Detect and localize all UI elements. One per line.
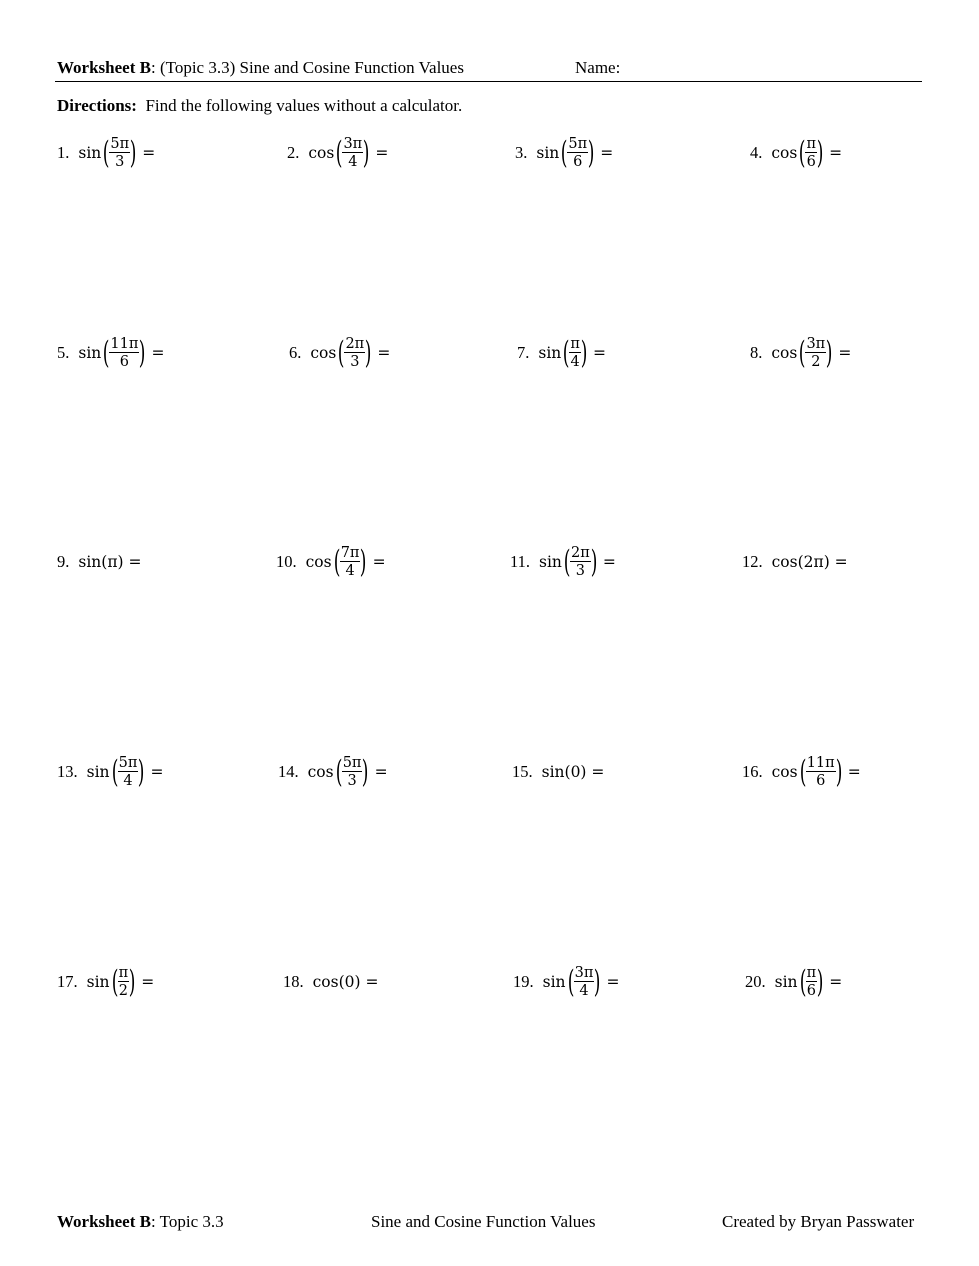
left-paren: ( — [563, 334, 570, 371]
equals-sign: = — [142, 144, 156, 162]
problem-15 — [512, 750, 604, 794]
problem-number: 8. — [750, 343, 763, 362]
problem-expression — [307, 753, 388, 790]
equals-sign: = — [151, 344, 165, 362]
right-paren: ) — [362, 753, 369, 790]
directions-text: Find the following values without a calculator. — [145, 96, 463, 115]
problem-expression — [78, 553, 141, 571]
function-name: sin — [774, 973, 798, 991]
equals-sign: = — [602, 553, 616, 571]
title-rest: : (Topic 3.3) Sine and Cosine Function Values — [150, 58, 464, 77]
right-paren: ) — [816, 963, 824, 1000]
numerator: π — [806, 135, 816, 152]
footer-left-bold: Worksheet B — [57, 1212, 151, 1231]
problem-number: 3. — [515, 143, 528, 162]
problem-expression — [538, 334, 607, 371]
fraction — [342, 137, 363, 170]
problem-2 — [287, 131, 388, 175]
problem-number: 14. — [278, 762, 299, 781]
problem-expression — [78, 134, 156, 171]
numerator: 3π — [806, 335, 826, 352]
equals-sign: = — [372, 553, 386, 571]
worksheet-title — [57, 58, 464, 78]
footer-right: Created by Bryan Passwater — [722, 1212, 915, 1231]
equals-sign: = — [838, 344, 852, 362]
title-bold: Worksheet B — [57, 58, 151, 77]
footer-left — [57, 1212, 224, 1232]
denominator: 6 — [119, 354, 129, 370]
problem-expression — [771, 753, 861, 790]
fraction — [567, 137, 588, 170]
equals-sign: = — [829, 144, 843, 162]
fraction — [805, 337, 826, 370]
expression-text: sin(0) = — [541, 763, 605, 781]
fraction — [574, 966, 595, 999]
fraction — [342, 756, 363, 789]
footer-left-rest: : Topic 3.3 — [150, 1212, 224, 1231]
equals-sign: = — [150, 763, 164, 781]
numerator: π — [806, 964, 817, 981]
problem-expression — [308, 134, 389, 171]
problem-14 — [278, 750, 388, 794]
function-name: sin — [86, 763, 110, 781]
right-paren: ) — [360, 543, 367, 580]
denominator: 4 — [579, 983, 589, 999]
footer-middle: Sine and Cosine Function Values — [371, 1212, 596, 1231]
right-paren: ) — [138, 753, 145, 790]
problem-number: 10. — [276, 552, 297, 571]
denominator: 4 — [570, 354, 580, 370]
right-paren: ) — [362, 134, 370, 171]
header-rule — [55, 81, 922, 82]
problem-number: 15. — [512, 762, 533, 781]
expression-text: cos(0) = — [312, 973, 379, 991]
numerator: π — [118, 964, 129, 981]
problem-number: 17. — [57, 972, 78, 991]
denominator: 6 — [816, 773, 826, 789]
problem-18 — [283, 960, 378, 1004]
function-name: sin — [539, 553, 562, 571]
problem-expression — [542, 763, 605, 781]
left-paren: ( — [111, 963, 118, 1000]
equals-sign: = — [593, 344, 607, 362]
left-paren: ( — [561, 134, 568, 171]
function-name: cos — [307, 763, 334, 781]
fraction — [109, 137, 130, 170]
function-name: sin — [78, 144, 102, 162]
left-paren: ( — [335, 753, 342, 790]
problem-expression — [539, 543, 616, 580]
problem-expression — [536, 134, 614, 171]
function-name: cos — [308, 144, 335, 162]
left-paren: ( — [563, 543, 571, 580]
numerator: π — [570, 335, 580, 352]
function-name: cos — [771, 344, 798, 362]
denominator: 4 — [123, 773, 133, 789]
function-name: cos — [310, 344, 337, 362]
right-paren: ) — [825, 334, 833, 371]
left-paren: ( — [103, 334, 110, 371]
problem-4 — [750, 131, 842, 175]
left-paren: ( — [799, 134, 806, 171]
fraction — [570, 546, 591, 579]
problem-5 — [57, 331, 164, 375]
fraction — [344, 337, 365, 370]
right-paren: ) — [835, 753, 843, 790]
left-paren: ( — [336, 134, 343, 171]
equals-sign: = — [374, 763, 388, 781]
numerator: 7π — [340, 544, 360, 561]
function-name: sin — [542, 973, 566, 991]
equals-sign: = — [141, 973, 155, 991]
problem-expression — [771, 334, 852, 371]
function-name: cos — [305, 553, 332, 571]
fraction — [118, 756, 139, 789]
problem-expression — [305, 543, 386, 580]
left-paren: ( — [338, 334, 345, 371]
problem-expression — [310, 334, 391, 371]
fraction — [109, 337, 139, 370]
problem-6 — [289, 331, 390, 375]
problem-17 — [57, 960, 154, 1004]
problem-number: 16. — [742, 762, 763, 781]
problem-19 — [513, 960, 620, 1004]
function-name: sin — [536, 144, 560, 162]
right-paren: ) — [580, 334, 588, 371]
denominator: 6 — [573, 154, 583, 170]
right-paren: ) — [128, 963, 136, 1000]
fraction — [340, 546, 361, 579]
problem-expression — [772, 553, 848, 571]
problem-number: 7. — [517, 343, 530, 362]
equals-sign: = — [375, 144, 389, 162]
denominator: 3 — [347, 773, 357, 789]
problem-number: 2. — [287, 143, 300, 162]
numerator: 5π — [342, 754, 362, 771]
problem-9 — [57, 540, 141, 584]
problem-expression — [78, 334, 165, 371]
problem-number: 12. — [742, 552, 763, 571]
problem-12 — [742, 540, 848, 584]
numerator: 5π — [110, 135, 130, 152]
left-paren: ( — [799, 963, 806, 1000]
problem-number: 5. — [57, 343, 70, 362]
right-paren: ) — [590, 543, 598, 580]
left-paren: ( — [799, 334, 806, 371]
denominator: 4 — [348, 154, 358, 170]
expression-text: sin(π) = — [78, 553, 142, 571]
function-name: cos — [771, 763, 798, 781]
problem-expression — [86, 963, 155, 1000]
function-name: cos — [771, 144, 798, 162]
left-paren: ( — [111, 753, 118, 790]
numerator: 2π — [345, 335, 365, 352]
problem-number: 1. — [57, 143, 70, 162]
fraction — [569, 337, 581, 370]
problem-expression — [313, 973, 379, 991]
left-paren: ( — [799, 753, 806, 790]
function-name: sin — [86, 973, 110, 991]
problem-3 — [515, 131, 613, 175]
problem-7 — [517, 331, 606, 375]
left-paren: ( — [567, 963, 574, 1000]
function-name: sin — [78, 344, 102, 362]
problem-number: 6. — [289, 343, 302, 362]
denominator: 2 — [811, 354, 821, 370]
right-paren: ) — [364, 334, 372, 371]
numerator: 3π — [574, 964, 594, 981]
problem-number: 13. — [57, 762, 78, 781]
numerator: 2π — [571, 544, 590, 561]
worksheet-header — [57, 58, 922, 80]
problem-number: 20. — [745, 972, 766, 991]
denominator: 3 — [115, 154, 125, 170]
problem-expression — [771, 134, 843, 171]
right-paren: ) — [129, 134, 137, 171]
fraction — [806, 756, 836, 789]
problem-number: 9. — [57, 552, 70, 571]
equals-sign: = — [600, 144, 614, 162]
denominator: 3 — [350, 354, 360, 370]
name-label: Name: — [575, 58, 621, 77]
right-paren: ) — [139, 334, 146, 371]
numerator: 3π — [343, 135, 363, 152]
left-paren: ( — [333, 543, 340, 580]
function-name: sin — [538, 344, 562, 362]
fraction — [806, 966, 818, 999]
problem-16 — [742, 750, 861, 794]
denominator: 2 — [118, 983, 129, 999]
numerator: 5π — [568, 135, 588, 152]
problem-expression — [86, 753, 164, 790]
problem-number: 19. — [513, 972, 534, 991]
problem-8 — [750, 331, 851, 375]
denominator: 4 — [345, 563, 355, 579]
problem-number: 18. — [283, 972, 304, 991]
equals-sign: = — [606, 973, 620, 991]
right-paren: ) — [816, 134, 824, 171]
problem-1 — [57, 131, 155, 175]
problem-number: 11. — [510, 552, 531, 571]
problem-10 — [276, 540, 386, 584]
fraction — [118, 966, 130, 999]
problem-20 — [745, 960, 842, 1004]
problem-expression — [542, 963, 620, 1000]
problem-11 — [510, 540, 616, 584]
problem-13 — [57, 750, 164, 794]
fraction — [805, 137, 817, 170]
numerator: 5π — [118, 754, 138, 771]
left-paren: ( — [103, 134, 110, 171]
numerator: 11π — [110, 335, 139, 352]
problem-expression — [774, 963, 843, 1000]
directions-label: Directions: — [57, 96, 137, 115]
numerator: 11π — [806, 754, 835, 771]
expression-text: cos(2π) = — [771, 553, 848, 571]
denominator: 3 — [575, 563, 586, 579]
equals-sign: = — [829, 973, 843, 991]
right-paren: ) — [587, 134, 595, 171]
equals-sign: = — [847, 763, 861, 781]
denominator: 6 — [806, 983, 817, 999]
right-paren: ) — [594, 963, 601, 1000]
equals-sign: = — [377, 344, 391, 362]
directions — [57, 96, 462, 116]
denominator: 6 — [806, 154, 816, 170]
problem-number: 4. — [750, 143, 763, 162]
